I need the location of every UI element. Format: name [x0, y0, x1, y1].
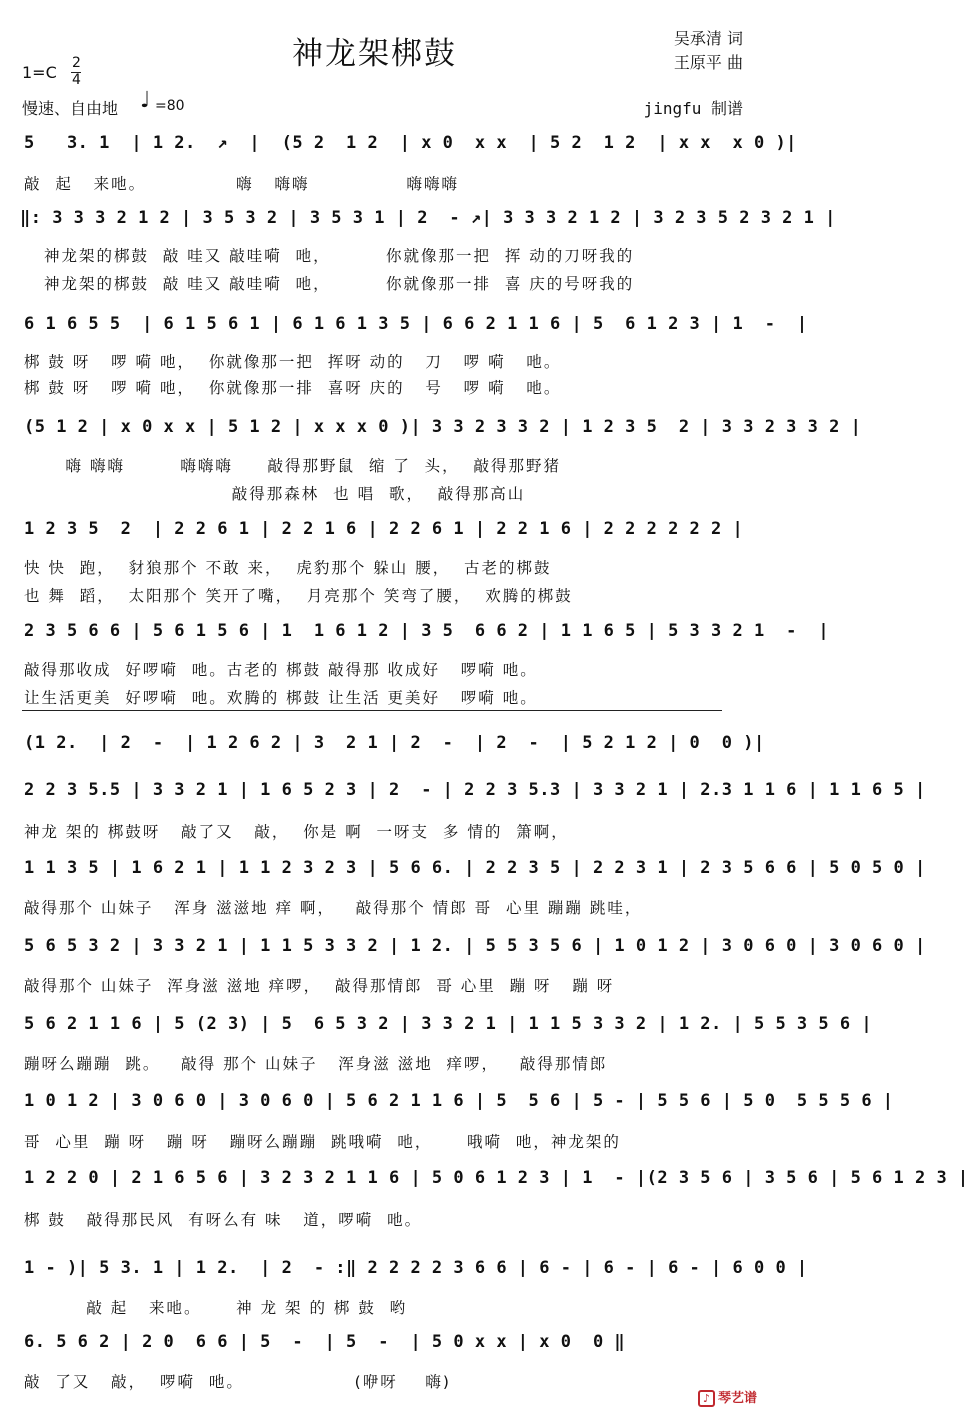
volta-bracket	[22, 710, 722, 711]
system-2-notes: ‖: 3 3 3 2 1 2 | 3 5 3 2 | 3 5 3 1 | 2 - ↗| 3 3 3 2 1 2 | 3 2 3 5 2 3 2 1 |	[20, 208, 836, 228]
system-5-lyrics-1: 快 快 跑， 豺狼那个 不敢 来， 虎豹那个 躲山 腰， 古老的梆鼓	[24, 559, 552, 577]
system-10-notes: 5 6 5 3 2 | 3 3 2 1 | 1 1 5 3 3 2 | 1 2. | 5 5 3 5 6 | 1 0 1 2 | 3 0 6 0 | 3 0 6 0 |	[24, 936, 926, 956]
system-9-lyrics-1: 敲得那个 山妹子 浑身 滋滋地 痒 啊， 敲得那个 情郎 哥 心里 蹦蹦 跳哇，	[24, 899, 643, 917]
time-signature-top: 2	[72, 55, 81, 71]
quarter-note-icon: ♩	[140, 88, 151, 113]
system-15-notes: 6. 5 6 2 | 2 0 6 6 | 5 - | 5 - | 5 0 x x | x 0 0 ‖	[24, 1332, 626, 1352]
system-5-notes: 1 2 3 5 2 | 2 2 6 1 | 2 2 1 6 | 2 2 6 1 | 2 2 1 6 | 2 2 2 2 2 2 |	[24, 519, 744, 539]
composer: 王原平 曲	[673, 53, 743, 72]
system-12-notes: 1 0 1 2 | 3 0 6 0 | 3 0 6 0 | 5 6 2 1 1 6 | 5 5 6 | 5 - | 5 5 6 | 5 0 5 5 5 6 |	[24, 1091, 894, 1111]
lyricist: 吴承清 词	[673, 29, 743, 48]
system-10-lyrics-1: 敲得那个 山妹子 浑身滋 滋地 痒啰， 敲得那情郎 哥 心里 蹦 呀 蹦 呀	[24, 977, 615, 995]
system-2-lyrics-1: 神龙架的梆鼓 敲 哇又 敲哇嗬 吔， 你就像那一把 挥 动的刀呀我的	[44, 247, 635, 265]
arranger: jingfu 制谱	[643, 99, 743, 118]
system-8-notes: 2 2 3 5.5 | 3 3 2 1 | 1 6 5 2 3 | 2 - | 2 2 3 5.3 | 3 3 2 1 | 2.3 1 1 6 | 1 1 6 5 |	[24, 780, 926, 800]
tempo-mark: =80	[155, 98, 185, 114]
system-11-notes: 5 6 2 1 1 6 | 5 (2 3) | 5 6 5 3 2 | 3 3 2 1 | 1 1 5 3 3 2 | 1 2. | 5 5 3 5 6 |	[24, 1014, 873, 1034]
system-3-lyrics-2: 梆 鼓 呀 啰 嗬 吔， 你就像那一排 喜呀 庆的 号 啰 嗬 吔。	[24, 379, 562, 397]
system-7-notes: (1 2. | 2 - | 1 2 6 2 | 3 2 1 | 2 - | 2 - | 5 2 1 2 | 0 0 )|	[24, 733, 765, 753]
site-logo-text: 琴艺谱	[717, 1391, 757, 1406]
system-4-notes: (5 1 2 | x 0 x x | 5 1 2 | x x x 0 )| 3 3 2 3 3 2 | 1 2 3 5 2 | 3 3 2 3 3 2 |	[24, 417, 862, 437]
system-9-notes: 1 1 3 5 | 1 6 2 1 | 1 1 2 3 2 3 | 5 6 6. | 2 2 3 5 | 2 2 3 1 | 2 3 5 6 6 | 5 0 5 0 |	[24, 858, 926, 878]
system-6-lyrics-1: 敲得那收成 好啰嗬 吔。古老的 梆鼓 敲得那 收成好 啰嗬 吔。	[24, 661, 538, 679]
site-logo	[698, 1387, 757, 1407]
system-4-lyrics-1: 嗨 嗨嗨 嗨嗨嗨 敲得那野鼠 缩 了 头， 敲得那野猪	[24, 457, 562, 475]
system-14-notes: 1 - )| 5 3. 1 | 1 2. | 2 - :‖ 2 2 2 2 3 6 6 | 6 - | 6 - | 6 - | 6 0 0 |	[24, 1258, 808, 1278]
system-6-notes: 2 3 5 6 6 | 5 6 1 5 6 | 1 1 6 1 2 | 3 5 6 6 2 | 1 1 6 5 | 5 3 3 2 1 - |	[24, 621, 830, 641]
system-11-lyrics-1: 蹦呀么蹦蹦 跳。 敲得 那个 山妹子 浑身滋 滋地 痒啰， 敲得那情郎	[24, 1055, 608, 1073]
logo-mark-icon: ♪	[698, 1390, 715, 1407]
system-6-lyrics-2: 让生活更美 好啰嗬 吔。欢腾的 梆鼓 让生活 更美好 啰嗬 吔。	[24, 689, 538, 707]
key-signature: 1=C	[22, 63, 57, 82]
system-13-notes: 1 2 2 0 | 2 1 6 5 6 | 3 2 3 2 1 1 6 | 5 0 6 1 2 3 | 1 - |(2 3 5 6 | 3 5 6 | 5 6 1 2 3 |	[24, 1168, 969, 1188]
system-8-lyrics-1: 神龙 架的 梆鼓呀 敲了又 敲， 你是 啊 一呀支 多 情的 箫啊，	[24, 823, 569, 841]
system-1-notes: 5 3. 1 | 1 2. ↗ | (5 2 1 2 | x 0 x x | 5 2 1 2 | x x x 0 )|	[24, 133, 797, 153]
system-13-lyrics-1: 梆 鼓 敲得那民风 有呀么有 味 道，啰嗬 吔。	[24, 1211, 423, 1229]
system-12-lyrics-1: 哥 心里 蹦 呀 蹦 呀 蹦呀么蹦蹦 跳哦嗬 吔， 哦嗬 吔，神龙架的	[24, 1133, 621, 1151]
system-3-notes: 6 1 6 5 5 | 6 1 5 6 1 | 6 1 6 1 3 5 | 6 6 2 1 1 6 | 5 6 1 2 3 | 1 - |	[24, 314, 808, 334]
system-14-lyrics-1: 敲 起 来吔。 神 龙 架 的 梆 鼓 哟	[24, 1299, 408, 1317]
system-4-lyrics-2: 敲得那森林 也 唱 歌， 敲得那高山	[24, 485, 526, 503]
tempo-text: 慢速、自由地	[22, 99, 119, 118]
system-1-lyrics-1: 敲 起 来吔。 嗨 嗨嗨 嗨嗨嗨	[24, 175, 459, 193]
time-signature-bottom: 4	[72, 72, 81, 88]
system-5-lyrics-2: 也 舞 蹈， 太阳那个 笑开了嘴， 月亮那个 笑弯了腰， 欢腾的梆鼓	[24, 587, 573, 605]
system-2-lyrics-2: 神龙架的梆鼓 敲 哇又 敲哇嗬 吔， 你就像那一排 喜 庆的号呀我的	[44, 275, 635, 293]
song-title: 神龙架梆鼓	[292, 36, 457, 72]
system-3-lyrics-1: 梆 鼓 呀 啰 嗬 吔， 你就像那一把 挥呀 动的 刀 啰 嗬 吔。	[24, 353, 562, 371]
system-15-lyrics-1: 敲 了又 敲， 啰嗬 吔。 (咿呀 嗨)	[24, 1373, 451, 1391]
